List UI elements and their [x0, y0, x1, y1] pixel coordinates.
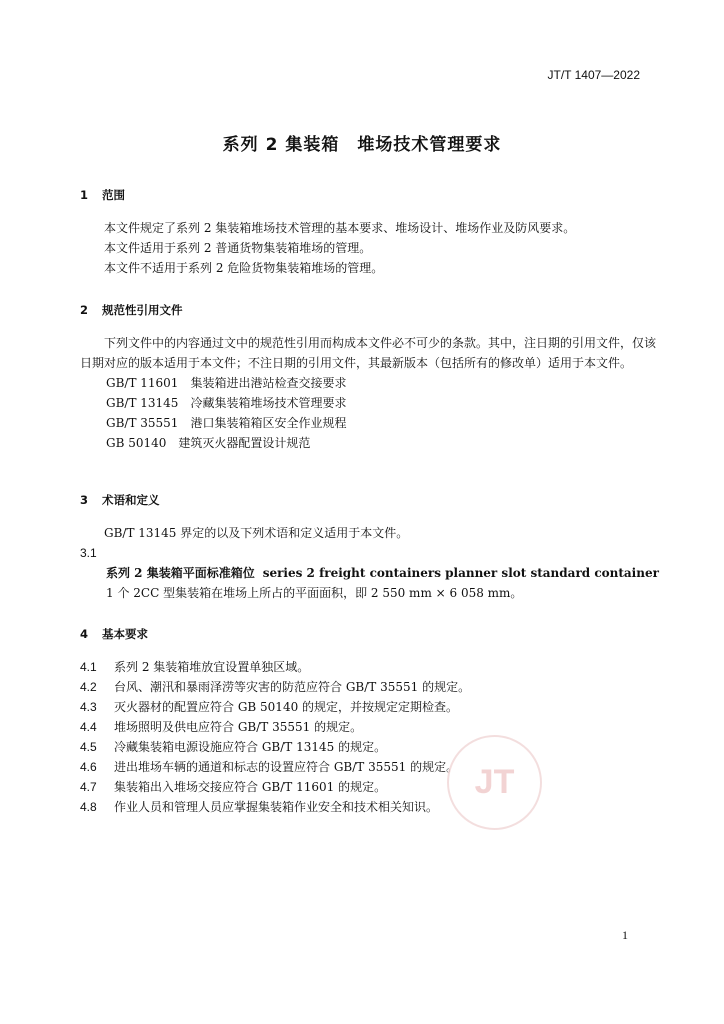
requirement-text: 冷藏集装箱电源设施应符合 GB/T 13145 的规定。 [114, 740, 387, 754]
section-heading [80, 624, 660, 644]
section-title: 基本要求 [102, 627, 148, 641]
requirement-text: 堆场照明及供电应符合 GB/T 35551 的规定。 [114, 720, 363, 734]
requirement-text: 灭火器材的配置应符合 GB 50140 的规定，并按规定定期检查。 [114, 700, 459, 714]
requirement-item [80, 797, 660, 817]
requirement-text: 台风、潮汛和暴雨泽涝等灾害的防范应符合 GB/T 35551 的规定。 [114, 680, 471, 694]
term-number: 3.1 [80, 546, 97, 560]
requirement-item [80, 777, 660, 797]
paragraph: 本文件适用于系列 2 普通货物集装箱堆场的管理。 [104, 241, 372, 255]
requirement-number: 4.8 [80, 800, 97, 814]
reference-item: GB/T 11601 集装箱进出港站检查交接要求 [106, 376, 347, 390]
requirement-number: 4.7 [80, 780, 97, 794]
section-scope [80, 185, 660, 278]
requirement-text: 进出堆场车辆的通道和标志的设置应符合 GB/T 35551 的规定。 [114, 760, 459, 774]
section-number: 2 [80, 303, 89, 317]
section-heading [80, 300, 660, 320]
requirement-number: 4.4 [80, 720, 97, 734]
standard-code: JT/T 1407—2022 [547, 68, 640, 82]
section-number: 1 [80, 188, 89, 202]
section-heading [80, 490, 660, 510]
reference-item: GB/T 35551 港口集装箱箱区安全作业规程 [106, 416, 347, 430]
section-terms [80, 490, 660, 603]
requirement-item [80, 737, 660, 757]
requirement-number: 4.6 [80, 760, 97, 774]
requirement-number: 4.5 [80, 740, 97, 754]
section-heading [80, 185, 660, 205]
section-title: 规范性引用文件 [102, 303, 183, 317]
document-title: 系列 2 集装箱 堆场技术管理要求 [222, 135, 502, 155]
paragraph: 下列文件中的内容通过文中的规范性引用而构成本文件必不可少的条款。其中，注日期的引用文件，仅该日期对应的版本适用于本文件；不注日期的引用文件，其最新版本（包括所有的修改单）适用于本文件。 [80, 336, 657, 370]
section-basic-requirements [80, 624, 660, 817]
term-definition: 1 个 2CC 型集装箱在堆场上所占的平面面积，即 2 550 mm × 6 058 mm。 [106, 586, 523, 600]
section-title: 范围 [102, 188, 125, 202]
requirement-text: 系列 2 集装箱堆放宜设置单独区域。 [114, 660, 310, 674]
requirement-item [80, 757, 660, 777]
jt-watermark-seal: JT [447, 735, 542, 830]
requirement-number: 4.3 [80, 700, 97, 714]
requirement-number: 4.2 [80, 680, 97, 694]
term-title [80, 563, 660, 583]
paragraph: 本文件规定了系列 2 集装箱堆场技术管理的基本要求、堆场设计、堆场作业及防风要求。 [104, 221, 576, 235]
reference-item: GB 50140 建筑灭火器配置设计规范 [106, 436, 311, 450]
term-english: series 2 freight containers planner slot standard container [262, 566, 659, 580]
reference-item: GB/T 13145 冷藏集装箱堆场技术管理要求 [106, 396, 347, 410]
section-number: 4 [80, 627, 89, 641]
paragraph: 本文件不适用于系列 2 危险货物集装箱堆场的管理。 [104, 261, 384, 275]
requirement-item [80, 657, 660, 677]
section-normative-references [80, 300, 660, 453]
requirement-item [80, 677, 660, 697]
requirement-item [80, 697, 660, 717]
term-chinese: 系列 2 集装箱平面标准箱位 [106, 566, 255, 580]
paragraph: GB/T 13145 界定的以及下列术语和定义适用于本文件。 [104, 526, 409, 540]
section-title: 术语和定义 [102, 493, 160, 507]
requirement-item [80, 717, 660, 737]
requirement-text: 作业人员和管理人员应掌握集装箱作业安全和技术相关知识。 [114, 800, 439, 814]
requirement-text: 集装箱出入堆场交接应符合 GB/T 11601 的规定。 [114, 780, 387, 794]
section-number: 3 [80, 493, 89, 507]
page-number: 1 [622, 928, 628, 942]
requirement-number: 4.1 [80, 660, 97, 674]
